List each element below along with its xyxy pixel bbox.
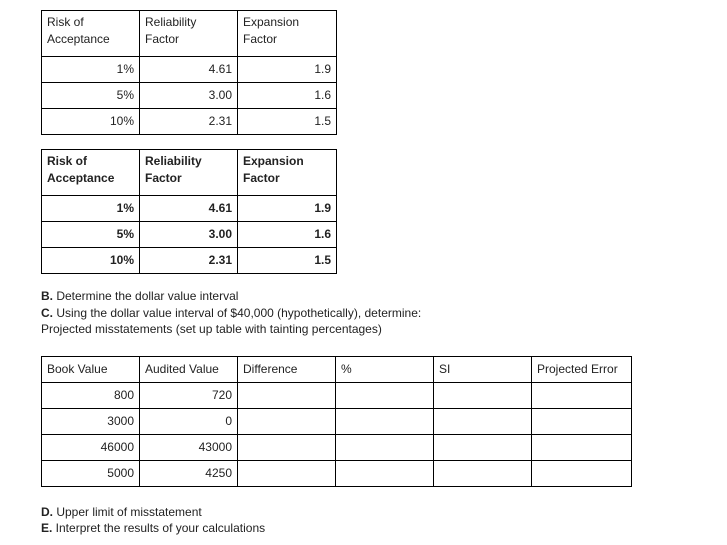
cell-difference xyxy=(238,435,336,461)
cell-si xyxy=(434,461,532,487)
question-b-text: Determine the dollar value interval xyxy=(53,289,239,303)
cell-risk: 10% xyxy=(42,109,140,135)
question-c-text: Using the dollar value interval of $40,000 (hypothetically), determine: xyxy=(53,306,422,320)
question-d xyxy=(41,504,202,521)
cell-expansion: 1.5 xyxy=(238,248,337,274)
cell-expansion: 1.6 xyxy=(238,222,337,248)
cell-reliability: 3.00 xyxy=(140,222,238,248)
cell-si xyxy=(434,383,532,409)
header-percent: % xyxy=(336,357,434,383)
question-b xyxy=(41,288,238,305)
cell-expansion: 1.5 xyxy=(238,109,337,135)
cell-projected-error xyxy=(532,461,632,487)
cell-book-value: 46000 xyxy=(42,435,140,461)
cell-difference xyxy=(238,461,336,487)
table-row xyxy=(42,435,632,461)
header-reliability-factor: Reliability Factor xyxy=(140,150,238,196)
question-c-label: C. xyxy=(41,306,53,320)
header-risk-of-acceptance: Risk of Acceptance xyxy=(42,150,140,196)
table-row xyxy=(42,83,337,109)
table-row xyxy=(42,248,337,274)
question-e-label: E. xyxy=(41,521,53,535)
cell-risk: 5% xyxy=(42,83,140,109)
question-d-label: D. xyxy=(41,505,53,519)
header-risk-of-acceptance: Risk of Acceptance xyxy=(42,11,140,57)
question-e xyxy=(41,520,265,537)
cell-si xyxy=(434,435,532,461)
table-row xyxy=(42,409,632,435)
cell-percent xyxy=(336,409,434,435)
projected-misstatement-table xyxy=(41,356,632,487)
table-header-row xyxy=(42,150,337,196)
cell-si xyxy=(434,409,532,435)
cell-book-value: 800 xyxy=(42,383,140,409)
cell-projected-error xyxy=(532,435,632,461)
cell-difference xyxy=(238,409,336,435)
cell-audited-value: 720 xyxy=(140,383,238,409)
question-b-label: B. xyxy=(41,289,53,303)
cell-risk: 5% xyxy=(42,222,140,248)
cell-reliability: 3.00 xyxy=(140,83,238,109)
table-row xyxy=(42,383,632,409)
cell-risk: 10% xyxy=(42,248,140,274)
header-projected-error: Projected Error xyxy=(532,357,632,383)
cell-percent xyxy=(336,383,434,409)
question-c xyxy=(41,305,421,322)
cell-expansion: 1.6 xyxy=(238,83,337,109)
cell-reliability: 2.31 xyxy=(140,109,238,135)
cell-reliability: 4.61 xyxy=(140,196,238,222)
cell-expansion: 1.9 xyxy=(238,196,337,222)
question-c-subtext: Projected misstatements (set up table with tainting percentages) xyxy=(41,322,382,336)
cell-reliability: 2.31 xyxy=(140,248,238,274)
table-header-row xyxy=(42,357,632,383)
cell-risk: 1% xyxy=(42,196,140,222)
header-book-value: Book Value xyxy=(42,357,140,383)
cell-audited-value: 43000 xyxy=(140,435,238,461)
table-row xyxy=(42,109,337,135)
header-audited-value: Audited Value xyxy=(140,357,238,383)
header-expansion-factor: Expansion Factor xyxy=(238,11,337,57)
cell-book-value: 5000 xyxy=(42,461,140,487)
question-e-text: Interpret the results of your calculations xyxy=(52,521,266,535)
header-expansion-factor: Expansion Factor xyxy=(238,150,337,196)
cell-risk: 1% xyxy=(42,57,140,83)
cell-percent xyxy=(336,435,434,461)
header-difference: Difference xyxy=(238,357,336,383)
cell-audited-value: 4250 xyxy=(140,461,238,487)
risk-factor-table-bold xyxy=(41,149,337,274)
cell-audited-value: 0 xyxy=(140,409,238,435)
cell-projected-error xyxy=(532,383,632,409)
table-row xyxy=(42,196,337,222)
cell-projected-error xyxy=(532,409,632,435)
table-header-row xyxy=(42,11,337,57)
question-d-text: Upper limit of misstatement xyxy=(53,505,202,519)
table-row xyxy=(42,461,632,487)
cell-reliability: 4.61 xyxy=(140,57,238,83)
cell-expansion: 1.9 xyxy=(238,57,337,83)
risk-factor-table xyxy=(41,10,337,135)
cell-difference xyxy=(238,383,336,409)
cell-percent xyxy=(336,461,434,487)
cell-book-value: 3000 xyxy=(42,409,140,435)
header-reliability-factor: Reliability Factor xyxy=(140,11,238,57)
header-si: SI xyxy=(434,357,532,383)
table-row xyxy=(42,57,337,83)
table-row xyxy=(42,222,337,248)
